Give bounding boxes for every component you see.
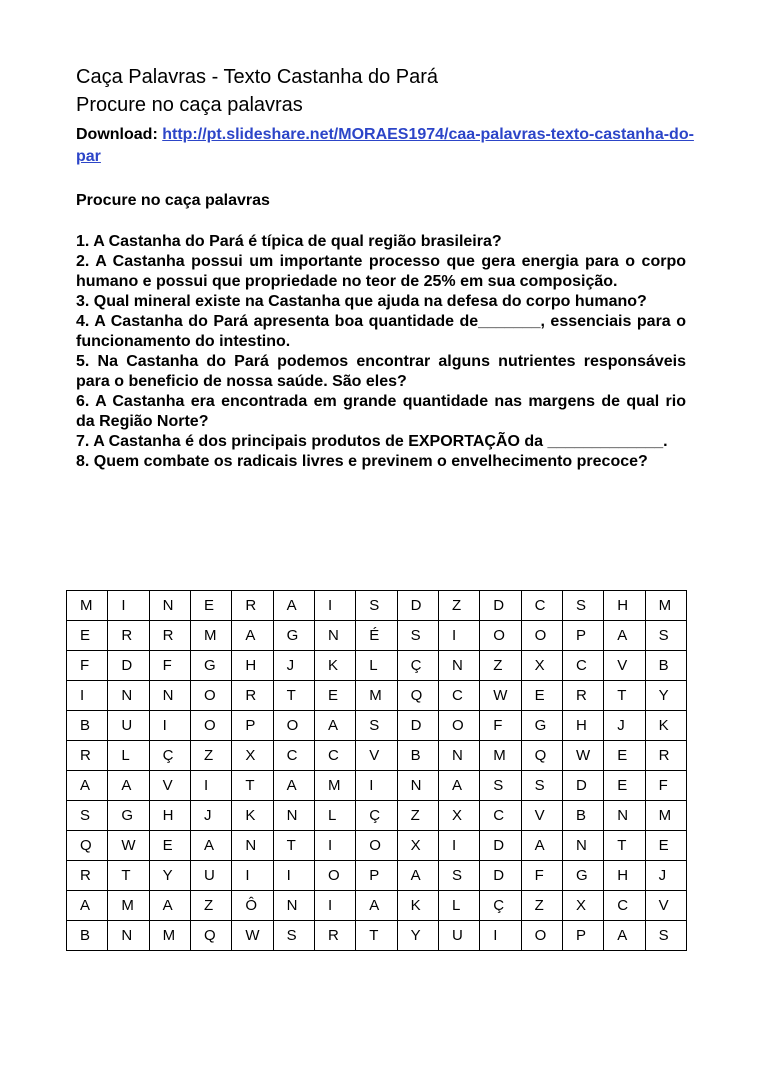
grid-cell[interactable]: Q (521, 741, 562, 771)
grid-cell[interactable]: P (232, 711, 273, 741)
grid-cell[interactable]: T (108, 861, 149, 891)
grid-cell[interactable]: Z (190, 891, 231, 921)
grid-cell[interactable]: M (67, 591, 108, 621)
grid-cell[interactable]: R (67, 741, 108, 771)
grid-cell[interactable]: U (190, 861, 231, 891)
grid-cell[interactable]: L (356, 651, 397, 681)
grid-cell[interactable]: J (604, 711, 645, 741)
grid-cell[interactable]: E (521, 681, 562, 711)
grid-cell[interactable]: D (480, 591, 521, 621)
grid-cell[interactable]: O (190, 681, 231, 711)
grid-cell[interactable]: C (273, 741, 314, 771)
grid-cell[interactable]: O (438, 711, 479, 741)
grid-cell[interactable]: E (604, 771, 645, 801)
grid-cell[interactable]: Z (397, 801, 438, 831)
grid-cell[interactable]: W (232, 921, 273, 951)
grid-cell[interactable]: V (645, 891, 686, 921)
grid-cell[interactable]: H (604, 591, 645, 621)
grid-cell[interactable]: I (314, 591, 355, 621)
grid-cell[interactable]: R (149, 621, 190, 651)
grid-cell[interactable]: X (562, 891, 603, 921)
grid-cell[interactable]: B (562, 801, 603, 831)
grid-row (67, 801, 687, 831)
grid-cell[interactable]: S (645, 921, 686, 951)
grid-cell[interactable]: K (314, 651, 355, 681)
grid-cell[interactable]: R (232, 591, 273, 621)
grid-cell[interactable]: O (314, 861, 355, 891)
grid-cell[interactable]: A (273, 591, 314, 621)
grid-cell[interactable]: E (190, 591, 231, 621)
grid-cell[interactable]: S (273, 921, 314, 951)
grid-cell[interactable]: N (273, 891, 314, 921)
grid-cell[interactable]: H (562, 711, 603, 741)
grid-cell[interactable]: I (438, 831, 479, 861)
grid-cell[interactable]: A (67, 891, 108, 921)
grid-cell[interactable]: A (604, 621, 645, 651)
grid-cell[interactable]: T (356, 921, 397, 951)
grid-cell[interactable]: N (562, 831, 603, 861)
grid-row (67, 921, 687, 951)
grid-cell[interactable]: H (232, 651, 273, 681)
word-search-body (67, 591, 687, 951)
grid-cell[interactable]: I (67, 681, 108, 711)
grid-cell[interactable]: P (562, 921, 603, 951)
question-1: 1. A Castanha do Pará é típica de qual região brasileira? (76, 233, 502, 250)
grid-cell[interactable]: C (438, 681, 479, 711)
grid-cell[interactable]: R (562, 681, 603, 711)
grid-cell[interactable]: G (190, 651, 231, 681)
grid-cell[interactable]: A (149, 891, 190, 921)
grid-cell[interactable]: V (521, 801, 562, 831)
grid-cell[interactable]: I (314, 891, 355, 921)
grid-row (67, 711, 687, 741)
download-link[interactable]: http://pt.slideshare.net/MORAES1974/caa-palavras-texto-castanha-do-par (76, 126, 694, 165)
grid-cell[interactable]: R (232, 681, 273, 711)
grid-cell[interactable]: P (562, 621, 603, 651)
grid-cell[interactable]: S (521, 771, 562, 801)
question-4: 4. A Castanha do Pará apresenta boa quantidade de_______, essenciais para o funcionamento do intestino. (76, 313, 686, 350)
grid-cell[interactable]: N (438, 651, 479, 681)
grid-cell[interactable]: O (356, 831, 397, 861)
grid-cell[interactable]: O (190, 711, 231, 741)
grid-cell[interactable]: N (604, 801, 645, 831)
grid-cell[interactable]: I (273, 861, 314, 891)
grid-cell[interactable]: C (521, 591, 562, 621)
title-line-2: Procure no caça palavras (76, 94, 303, 116)
question-6: 6. A Castanha era encontrada em grande quantidade nas margens de qual rio da Região Norte? (76, 393, 686, 430)
grid-cell[interactable]: M (645, 591, 686, 621)
grid-cell[interactable]: R (314, 921, 355, 951)
grid-cell[interactable]: S (397, 621, 438, 651)
grid-cell[interactable]: Y (397, 921, 438, 951)
grid-cell[interactable]: A (67, 771, 108, 801)
grid-cell[interactable]: R (67, 861, 108, 891)
grid-cell[interactable]: W (562, 741, 603, 771)
grid-cell[interactable]: A (604, 921, 645, 951)
grid-cell[interactable]: M (314, 771, 355, 801)
grid-cell[interactable]: O (521, 921, 562, 951)
grid-cell[interactable]: Ç (149, 741, 190, 771)
grid-cell[interactable]: G (521, 711, 562, 741)
grid-cell[interactable]: I (314, 831, 355, 861)
grid-row (67, 741, 687, 771)
grid-cell[interactable]: I (108, 591, 149, 621)
grid-cell[interactable]: W (480, 681, 521, 711)
grid-cell[interactable]: V (149, 771, 190, 801)
grid-cell[interactable]: A (397, 861, 438, 891)
grid-cell[interactable]: E (67, 621, 108, 651)
grid-cell[interactable]: L (108, 741, 149, 771)
grid-cell[interactable]: L (438, 891, 479, 921)
grid-cell[interactable]: J (273, 651, 314, 681)
grid-cell[interactable]: S (480, 771, 521, 801)
grid-cell[interactable]: I (190, 771, 231, 801)
grid-cell[interactable]: Q (67, 831, 108, 861)
download-label: Download: (76, 126, 158, 143)
grid-cell[interactable]: K (645, 711, 686, 741)
grid-cell[interactable]: K (397, 891, 438, 921)
grid-cell[interactable]: N (438, 741, 479, 771)
grid-cell[interactable]: F (480, 711, 521, 741)
title-line-1: Caça Palavras - Texto Castanha do Pará (76, 66, 439, 88)
grid-cell[interactable]: W (108, 831, 149, 861)
grid-cell[interactable]: X (438, 801, 479, 831)
grid-cell[interactable]: M (108, 891, 149, 921)
grid-cell[interactable]: X (397, 831, 438, 861)
grid-cell[interactable]: V (604, 651, 645, 681)
grid-cell[interactable]: T (604, 681, 645, 711)
grid-cell[interactable]: B (397, 741, 438, 771)
grid-cell[interactable]: S (562, 591, 603, 621)
grid-cell[interactable]: N (397, 771, 438, 801)
word-search-grid (66, 590, 687, 951)
grid-cell[interactable]: S (356, 591, 397, 621)
grid-cell[interactable]: M (480, 741, 521, 771)
grid-cell[interactable]: Y (645, 681, 686, 711)
grid-cell[interactable]: I (232, 861, 273, 891)
intro-text: Procure no caça palavras (76, 192, 270, 209)
grid-cell[interactable]: B (67, 711, 108, 741)
grid-cell[interactable]: A (438, 771, 479, 801)
grid-cell[interactable]: I (149, 711, 190, 741)
grid-cell[interactable]: K (232, 801, 273, 831)
grid-cell[interactable]: A (314, 711, 355, 741)
grid-row (67, 681, 687, 711)
grid-row (67, 591, 687, 621)
grid-cell[interactable]: P (356, 861, 397, 891)
grid-cell[interactable]: C (562, 651, 603, 681)
grid-cell[interactable]: C (604, 891, 645, 921)
grid-cell[interactable]: D (108, 651, 149, 681)
grid-cell[interactable]: N (232, 831, 273, 861)
grid-cell[interactable]: C (314, 741, 355, 771)
grid-cell[interactable]: D (562, 771, 603, 801)
grid-row (67, 831, 687, 861)
grid-cell[interactable]: D (397, 591, 438, 621)
grid-row (67, 621, 687, 651)
grid-cell[interactable]: T (604, 831, 645, 861)
questions-list (76, 232, 686, 472)
grid-cell[interactable]: S (645, 621, 686, 651)
grid-cell[interactable]: C (480, 801, 521, 831)
grid-cell[interactable]: V (356, 741, 397, 771)
grid-cell[interactable]: H (149, 801, 190, 831)
grid-cell[interactable]: A (356, 891, 397, 921)
grid-cell[interactable]: Z (190, 741, 231, 771)
grid-cell[interactable]: Ô (232, 891, 273, 921)
grid-cell[interactable]: U (108, 711, 149, 741)
grid-cell[interactable]: Ç (480, 891, 521, 921)
grid-cell[interactable]: F (521, 861, 562, 891)
grid-cell[interactable]: B (67, 921, 108, 951)
grid-cell[interactable]: A (521, 831, 562, 861)
grid-cell[interactable]: M (190, 621, 231, 651)
grid-cell[interactable]: F (645, 771, 686, 801)
grid-row (67, 771, 687, 801)
grid-cell[interactable]: E (645, 831, 686, 861)
grid-cell[interactable]: Z (438, 591, 479, 621)
grid-cell[interactable]: D (397, 711, 438, 741)
grid-cell[interactable]: G (562, 861, 603, 891)
grid-cell[interactable]: E (149, 831, 190, 861)
grid-cell[interactable]: Y (149, 861, 190, 891)
grid-cell[interactable]: A (273, 771, 314, 801)
grid-cell[interactable]: I (356, 771, 397, 801)
grid-cell[interactable]: H (604, 861, 645, 891)
grid-cell[interactable]: Ç (356, 801, 397, 831)
grid-cell[interactable]: G (108, 801, 149, 831)
grid-cell[interactable]: T (273, 681, 314, 711)
grid-cell[interactable]: A (108, 771, 149, 801)
grid-cell[interactable]: R (645, 741, 686, 771)
grid-cell[interactable]: N (108, 681, 149, 711)
grid-cell[interactable]: T (273, 831, 314, 861)
grid-cell[interactable]: I (480, 921, 521, 951)
grid-cell[interactable]: O (480, 621, 521, 651)
grid-cell[interactable]: X (521, 651, 562, 681)
grid-cell[interactable]: O (521, 621, 562, 651)
grid-cell[interactable]: M (645, 801, 686, 831)
grid-cell[interactable]: S (67, 801, 108, 831)
grid-cell[interactable]: D (480, 831, 521, 861)
grid-cell[interactable]: D (480, 861, 521, 891)
grid-cell[interactable]: U (438, 921, 479, 951)
grid-cell[interactable]: J (190, 801, 231, 831)
grid-cell[interactable]: F (149, 651, 190, 681)
grid-cell[interactable]: A (232, 621, 273, 651)
grid-cell[interactable]: N (108, 921, 149, 951)
grid-row (67, 861, 687, 891)
grid-cell[interactable]: O (273, 711, 314, 741)
grid-cell[interactable]: N (149, 681, 190, 711)
grid-cell[interactable]: E (604, 741, 645, 771)
grid-row (67, 651, 687, 681)
grid-cell[interactable]: R (108, 621, 149, 651)
grid-cell[interactable]: M (356, 681, 397, 711)
grid-cell[interactable]: Z (480, 651, 521, 681)
grid-cell[interactable]: Q (397, 681, 438, 711)
grid-cell[interactable]: N (149, 591, 190, 621)
grid-cell[interactable]: F (67, 651, 108, 681)
grid-cell[interactable]: J (645, 861, 686, 891)
grid-cell[interactable]: X (232, 741, 273, 771)
grid-cell[interactable]: A (190, 831, 231, 861)
grid-cell[interactable]: I (438, 621, 479, 651)
grid-row (67, 891, 687, 921)
grid-cell[interactable]: B (645, 651, 686, 681)
grid-cell[interactable]: N (314, 621, 355, 651)
question-3: 3. Qual mineral existe na Castanha que ajuda na defesa do corpo humano? (76, 293, 647, 310)
grid-cell[interactable]: S (356, 711, 397, 741)
grid-cell[interactable]: L (314, 801, 355, 831)
grid-cell[interactable]: Z (521, 891, 562, 921)
question-5: 5. Na Castanha do Pará podemos encontrar alguns nutrientes responsáveis para o beneficio de nossa saúde. São eles? (76, 353, 686, 390)
grid-cell[interactable]: M (149, 921, 190, 951)
document-title (76, 63, 696, 119)
question-2: 2. A Castanha possui um importante processo que gera energia para o corpo humano e possui que propriedade no teor de 25% em sua composição. (76, 253, 686, 290)
question-8: 8. Quem combate os radicais livres e previnem o envelhecimento precoce? (76, 453, 648, 470)
grid-cell[interactable]: Q (190, 921, 231, 951)
grid-cell[interactable]: S (438, 861, 479, 891)
download-line (76, 124, 696, 168)
question-7: 7. A Castanha é dos principais produtos de EXPORTAÇÃO da _____________. (76, 433, 668, 450)
grid-cell[interactable]: É (356, 621, 397, 651)
grid-cell[interactable]: N (273, 801, 314, 831)
grid-cell[interactable]: T (232, 771, 273, 801)
grid-cell[interactable]: G (273, 621, 314, 651)
grid-cell[interactable]: E (314, 681, 355, 711)
grid-cell[interactable]: Ç (397, 651, 438, 681)
